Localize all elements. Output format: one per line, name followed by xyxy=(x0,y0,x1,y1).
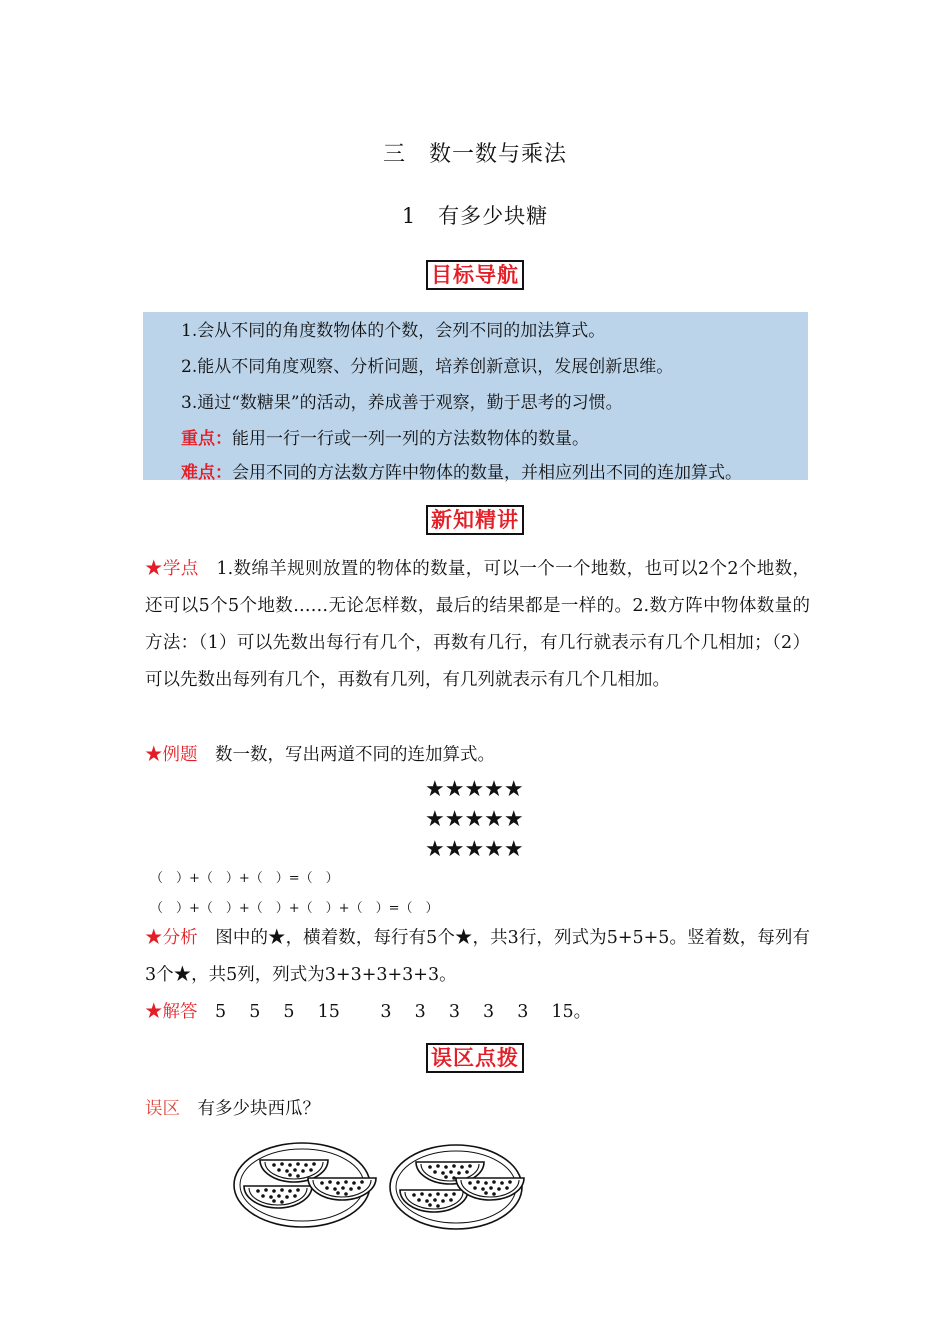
knowledge-heading: 新知精讲 xyxy=(426,505,524,535)
blank-equation-2: （ ）+（ ）+（ ）+（ ）+（ ）=（ ） xyxy=(150,901,439,916)
star-row-3: ★★★★★ xyxy=(425,837,524,862)
goals-box xyxy=(143,312,808,483)
knowledge-label: ★学点 xyxy=(145,559,199,579)
pitfall-text: 有多少块西瓜？ xyxy=(197,1099,320,1119)
watermelon-plates-illustration xyxy=(230,1140,530,1236)
goals-section-header xyxy=(0,260,950,290)
unit-title: 三 数一数与乘法 xyxy=(382,142,567,167)
goal-item-1: 1.会从不同的角度数物体的个数，会列不同的加法算式。 xyxy=(181,321,606,341)
answer-line xyxy=(145,994,810,1031)
blank-equation-1: （ ）+（ ）+（ ）=（ ） xyxy=(150,871,339,886)
key-point-label: 重点： xyxy=(181,429,232,449)
plate-2 xyxy=(390,1145,524,1229)
pitfall-section-header xyxy=(0,1043,950,1073)
key-point-text: 能用一行一行或一列一列的方法数物体的数量。 xyxy=(232,429,589,449)
pitfall-label: 误区 xyxy=(145,1099,180,1119)
knowledge-section-header xyxy=(0,505,950,535)
goal-item-3: 3.通过“数糖果”的活动，养成善于观察，勤于思考的习惯。 xyxy=(181,393,623,413)
answer-text: 5 5 5 15 3 3 3 3 3 15。 xyxy=(215,1002,592,1022)
analysis-paragraph xyxy=(145,920,810,994)
example-line xyxy=(145,737,810,774)
example-text: 数一数，写出两道不同的连加算式。 xyxy=(215,745,495,765)
goals-heading: 目标导航 xyxy=(426,260,524,290)
pitfall-heading: 误区点拨 xyxy=(426,1043,524,1073)
hard-point-label: 难点： xyxy=(181,463,232,483)
pitfall-line xyxy=(145,1091,810,1128)
star-row-2: ★★★★★ xyxy=(425,807,524,832)
analysis-text: 图中的★，横着数，每行有5个★，共3行，列式为5+5+5。竖着数，每列有3个★，共5列，列式为3+3+3+3+3。 xyxy=(145,928,811,985)
goal-item-2: 2.能从不同角度观察、分析问题，培养创新意识，发展创新思维。 xyxy=(181,357,674,377)
plate-1 xyxy=(234,1143,376,1227)
knowledge-paragraph xyxy=(145,551,810,699)
key-point xyxy=(181,424,589,449)
analysis-label: ★分析 xyxy=(145,928,198,948)
star-row-1: ★★★★★ xyxy=(425,777,524,802)
answer-label: ★解答 xyxy=(145,1002,198,1022)
lesson-title: 1 有多少块糖 xyxy=(401,204,549,228)
hard-point xyxy=(181,458,742,483)
hard-point-text: 会用不同的方法数方阵中物体的数量，并相应列出不同的连加算式。 xyxy=(232,463,742,483)
example-label: ★例题 xyxy=(145,745,198,765)
knowledge-text: 1.数绵羊规则放置的物体的数量，可以一个一个地数，也可以2个2个地数，还可以5个5个地数……无论怎样数，最后的结果都是一样的。2.数方阵中物体数量的方法：（1）可以先数出每行有几个，再数有几行，有几行就表示有几个几相加；（2）可以先数出每列有几个，再数有几列，有几列就表示有几个几相加。 xyxy=(145,559,811,690)
